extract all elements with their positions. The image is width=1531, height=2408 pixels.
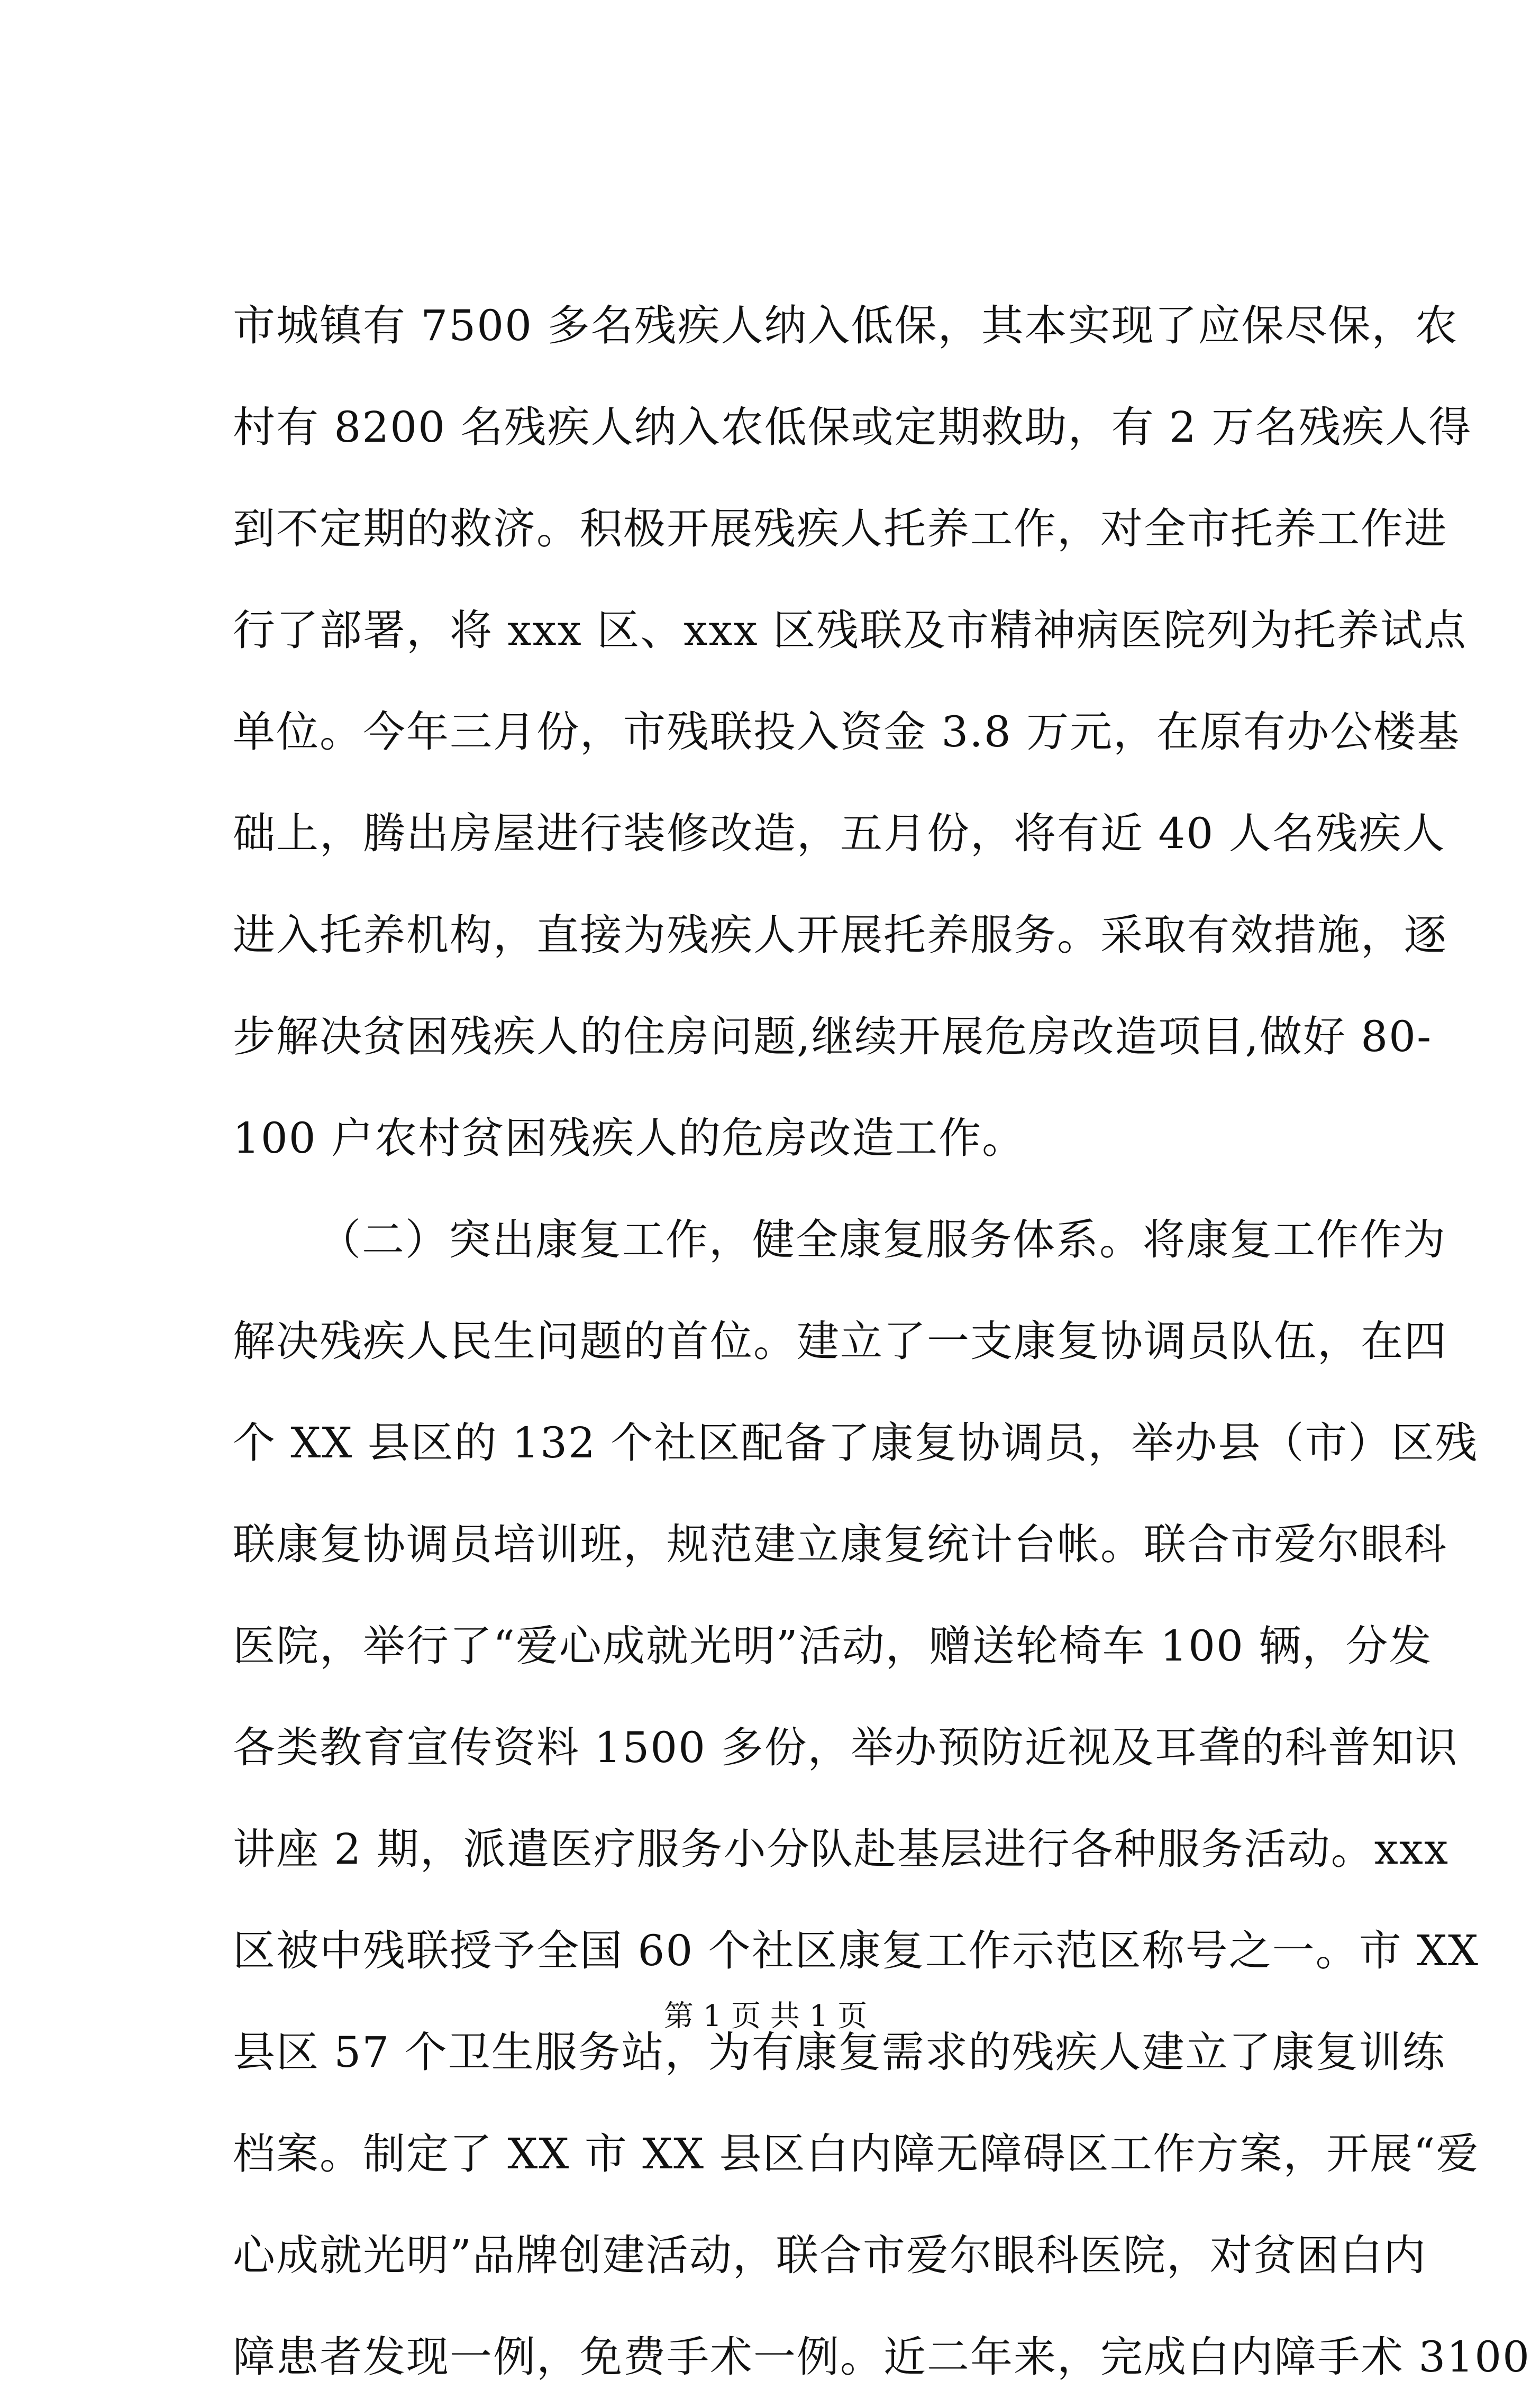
text-line: 市城镇有 7500 多名残疾人纳入低保，其本实现了应保尽保，农 [233, 301, 1459, 350]
text-line: 个 XX 县区的 132 个社区配备了康复协调员，举办县（市）区残 [233, 1418, 1479, 1467]
page-number-footer: 第 1 页 共 1 页 [663, 1999, 868, 2033]
text-line: 讲座 2 期，派遣医疗服务小分队赴基层进行各种服务活动。xxx [233, 1825, 1450, 1874]
text-line: 到不定期的救济。积极开展残疾人托养工作，对全市托养工作进 [233, 504, 1447, 553]
text-line: 区被中残联授予全国 60 个社区康复工作示范区称号之一。市 XX [233, 1926, 1479, 1975]
text-line: 进入托养机构，直接为残疾人开展托养服务。采取有效措施，逐 [233, 910, 1447, 960]
text-line: 100 户农村贫困残疾人的危房改造工作。 [233, 1114, 1026, 1163]
text-line: 心成就光明”品牌创建活动，联合市爱尔眼科医院，对贫困白内 [233, 2231, 1427, 2280]
text-line: 县区 57 个卫生服务站，为有康复需求的残疾人建立了康复训练 [233, 2028, 1446, 2077]
body-text [233, 275, 1531, 2408]
text-line: 础上，腾出房屋进行装修改造，五月份，将有近 40 人名残疾人 [233, 809, 1446, 858]
text-line: 单位。今年三月份，市残联投入资金 3.8 万元，在原有办公楼基 [233, 707, 1461, 756]
text-line: 档案。制定了 XX 市 XX 县区白内障无障碍区工作方案，开展“爱 [233, 2129, 1480, 2178]
text-line: 步解决贫困残疾人的住房问题,继续开展危房改造项目,做好 80- [233, 1012, 1433, 1061]
text-line: 行了部署，将 xxx 区、xxx 区残联及市精神病医院列为托养试点 [233, 606, 1467, 655]
section-heading-line: （二）突出康复工作，健全康复服务体系。将康复工作作为 [318, 1215, 1446, 1264]
text-line: 各类教育宣传资料 1500 多份，举办预防近视及耳聋的科普知识 [233, 1723, 1459, 1772]
text-line: 村有 8200 名残疾人纳入农低保或定期救助，有 2 万名残疾人得 [233, 403, 1472, 452]
text-line: 障患者发现一例，免费手术一例。近二年来，完成白内障手术 3100 [233, 2332, 1531, 2382]
text-line: 解决残疾人民生问题的首位。建立了一支康复协调员队伍，在四 [233, 1317, 1447, 1366]
text-line: 联康复协调员培训班，规范建立康复统计台帐。联合市爱尔眼科 [233, 1520, 1447, 1569]
text-line: 医院，举行了“爱心成就光明”活动，赠送轮椅车 100 辆，分发 [233, 1621, 1433, 1671]
